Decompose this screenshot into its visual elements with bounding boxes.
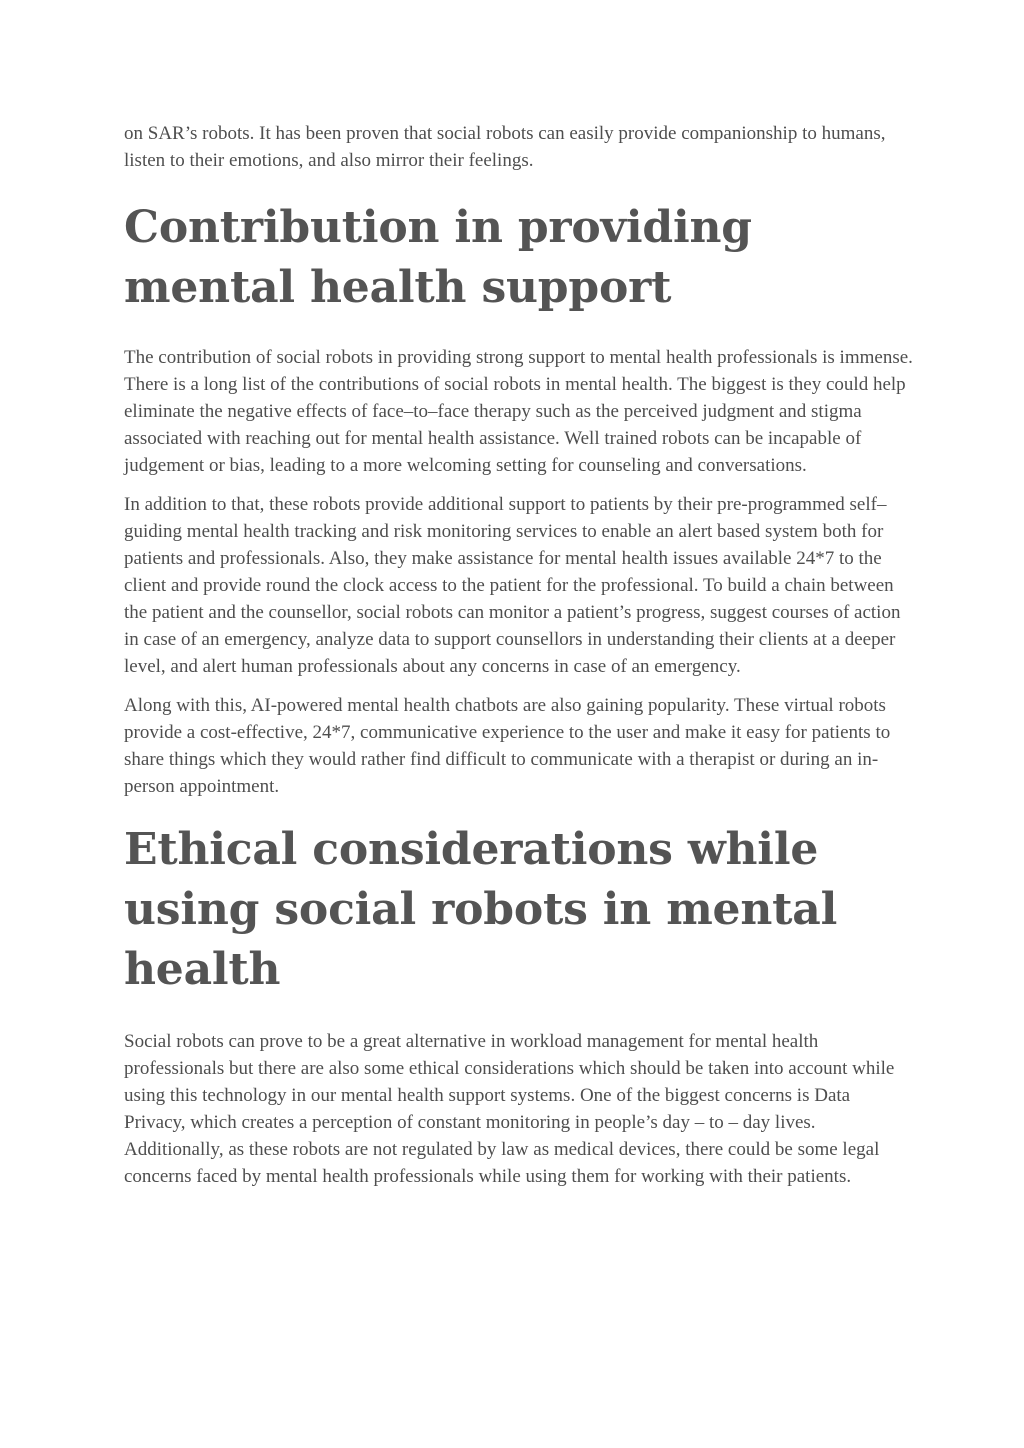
section-heading-contribution: Contribution in providing mental health support (124, 202, 752, 313)
document-page (124, 120, 914, 1202)
body-paragraph: Social robots can prove to be a great alternative in workload management for mental health professionals but there are also some ethical considerations which should be taken into account while using this technology in our mental health support systems. One of the biggest concerns is Data Privacy, which creates a perception of constant monitoring in people’s day – to – day lives. Additionally, as these robots are not regulated by law as medical devices, there could be some legal concerns faced by mental health professionals while using them for working with their patients. (124, 1031, 895, 1187)
body-paragraph: In addition to that, these robots provide additional support to patients by their pre-programmed self–guiding mental health tracking and risk monitoring services to enable an alert based system both for patients and professionals. Also, they make assistance for mental health issues available 24*7 to the client and provide round the clock access to the patient for the professional. To build a chain between the patient and the counsellor, social robots can monitor a patient’s progress, suggest courses of action in case of an emergency, analyze data to support counsellors in understanding their clients at a deeper level, and alert human professionals about any concerns in case of an emergency. (124, 494, 901, 677)
intro-paragraph: on SAR’s robots. It has been proven that social robots can easily provide companionship to humans, listen to their emotions, and also mirror their feelings. (124, 123, 886, 171)
body-paragraph: Along with this, AI-powered mental health chatbots are also gaining popularity. These virtual robots provide a cost-effective, 24*7, communicative experience to the user and make it easy for patients to share things which they would rather find difficult to communicate with a therapist or during an in-person appointment. (124, 695, 891, 797)
section-heading-ethical: Ethical considerations while using social robots in mental health (124, 824, 838, 995)
body-paragraph: The contribution of social robots in providing strong support to mental health professionals is immense. There is a long list of the contributions of social robots in mental health. The biggest is they could help eliminate the negative effects of face–to–face therapy such as the perceived judgment and stigma associated with reaching out for mental health assistance. Well trained robots can be incapable of judgement or bias, leading to a more welcoming setting for counseling and conversations. (124, 347, 913, 476)
